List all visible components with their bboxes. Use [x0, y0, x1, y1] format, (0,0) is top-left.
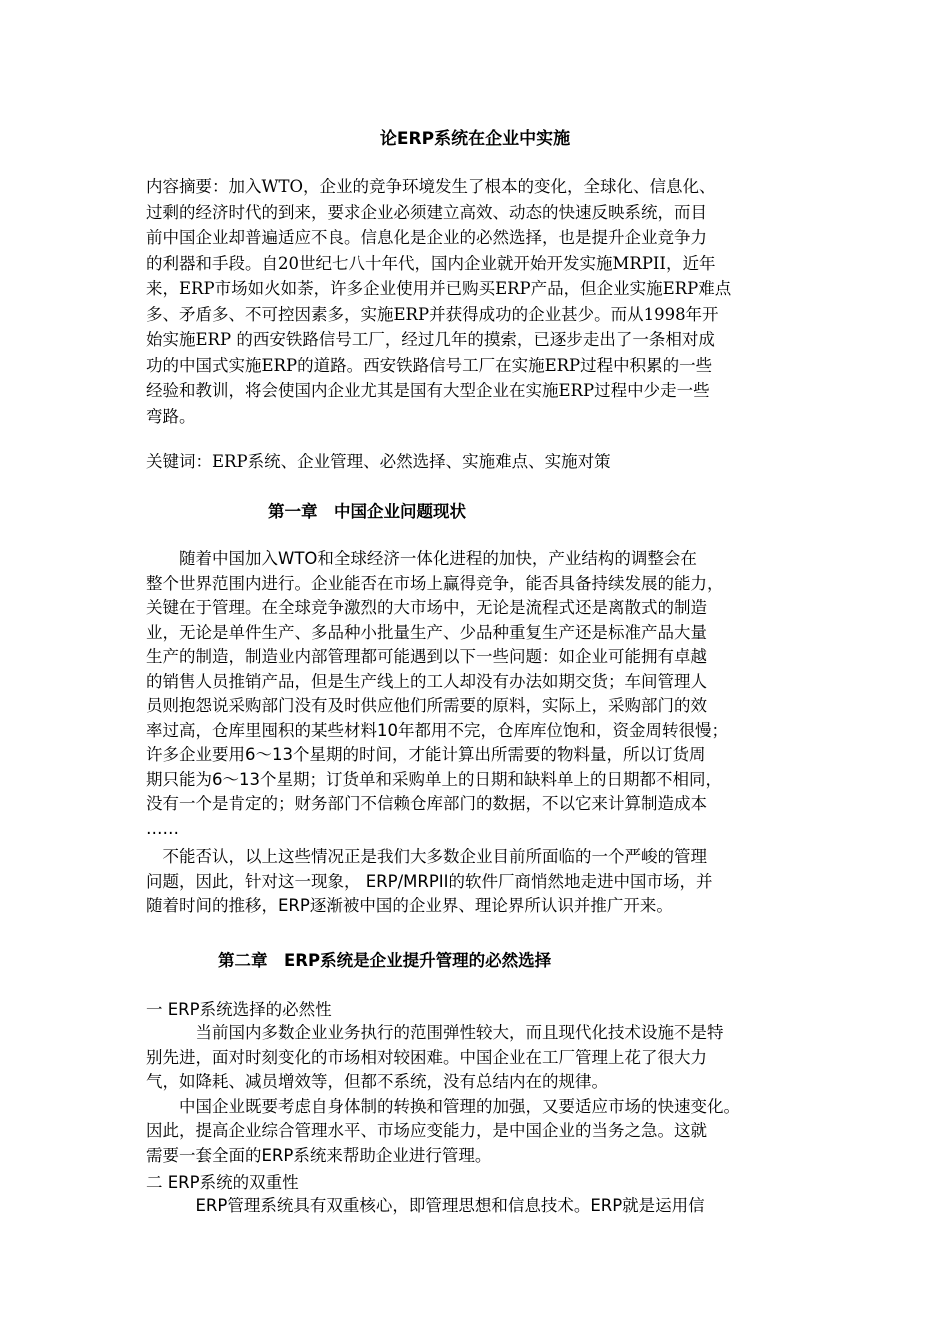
paragraph-line: 期只能为6～13个星期；订货单和采购单上的日期和缺料单上的日期都不相同， — [146, 769, 722, 789]
paragraph-line: 业，无论是单件生产、多品种小批量生产、少品种重复生产还是标准产品大量 — [146, 622, 707, 642]
abstract-line: 始实施ERP 的西安铁路信号工厂，经过几年的摸索，已逐步走出了一条相对成 — [146, 330, 715, 349]
paragraph-line: 当前国内多数企业业务执行的范围弹性较大，而且现代化技术设施不是特 — [146, 1023, 724, 1042]
abstract-line: 弯路。 — [146, 406, 196, 426]
chapter-1-paragraph-2 — [146, 845, 836, 919]
abstract-line: 过剩的经济时代的到来，要求企业必须建立高效、动态的快速反映系统，而目 — [146, 202, 707, 222]
paragraph-line: 生产的制造，制造业内部管理都可能遇到以下一些问题：如企业可能拥有卓越 — [146, 647, 707, 666]
chapter-1-paragraph-1 — [146, 547, 836, 841]
paragraph-line: 率过高，仓库里囤积的某些材料10年都用不完，仓库库位饱和，资金周转很慢； — [146, 720, 728, 740]
paragraph-line: 气，如降耗、减员增效等，但都不系统，没有总结内在的规律。 — [146, 1072, 608, 1091]
chapter-2-heading: 第二章 ERP系统是企业提升管理的必然选择 — [218, 951, 552, 970]
abstract-line: 经验和教训，将会使国内企业尤其是国有大型企业在实施ERP过程中少走一些 — [146, 381, 710, 400]
abstract-line: 来，ERP市场如火如荼，许多企业使用并已购买ERP产品，但企业实施ERP难点 — [146, 279, 732, 298]
keywords-line: 关键词：ERP系统、企业管理、必然选择、实施难点、实施对策 — [146, 452, 611, 471]
paragraph-line: 别先进，面对时刻变化的市场相对较困难。中国企业在工厂管理上花了很大力 — [146, 1047, 707, 1067]
paragraph-line: 因此，提高企业综合管理水平、市场应变能力，是中国企业的当务之急。这就 — [146, 1121, 707, 1140]
section-2-heading: 二 ERP系统的双重性 — [146, 1173, 299, 1192]
section-1-paragraph — [146, 1021, 836, 1168]
keywords-paragraph — [146, 449, 836, 475]
paragraph-line: 问题，因此，针对这一现象， ERP/MRPII的软件厂商悄然地走进中国市场，并 — [146, 871, 713, 891]
paragraph-line: 的销售人员推销产品，但是生产线上的工人却没有办法如期交货；车间管理人 — [146, 671, 707, 691]
paragraph-line: 随着中国加入WTO和全球经济一体化进程的加快，产业结构的调整会在 — [146, 549, 697, 568]
paragraph-line: 不能否认，以上这些情况正是我们大多数企业目前所面临的一个严峻的管理 — [146, 847, 707, 866]
document-title: 论ERP系统在企业中实施 — [379, 129, 571, 149]
abstract-line: 多、矛盾多、不可控因素多，实施ERP并获得成功的企业甚少。而从1998年开 — [146, 304, 719, 324]
abstract-line: 功的中国式实施ERP的道路。西安铁路信号工厂在实施ERP过程中积累的一些 — [146, 355, 713, 375]
chapter-1-heading: 第一章 中国企业问题现状 — [268, 502, 466, 521]
paragraph-line: 员则抱怨说采购部门没有及时供应他们所需要的原料，实际上，采购部门的效 — [146, 696, 707, 715]
paragraph-line: …… — [146, 818, 179, 838]
abstract-line: 前中国企业却普遍适应不良。信息化是企业的必然选择，也是提升企业竞争力 — [146, 228, 707, 247]
abstract-line: 内容摘要：加入WTO，企业的竞争环境发生了根本的变化，全球化、信息化、 — [146, 177, 716, 196]
paragraph-line: ERP管理系统具有双重核心，即管理思想和信息技术。ERP就是运用信 — [146, 1196, 705, 1215]
paragraph-line: 关键在于管理。在全球竞争激烈的大市场中，无论是流程式还是离散式的制造 — [146, 598, 707, 617]
paragraph-line: 中国企业既要考虑自身体制的转换和管理的加强，又要适应市场的快速变化。 — [146, 1096, 740, 1116]
paragraph-line: 没有一个是肯定的；财务部门不信赖仓库部门的数据，不以它来计算制造成本 — [146, 794, 707, 813]
paragraph-line: 随着时间的推移，ERP逐渐被中国的企业界、理论界所认识并推广开来。 — [146, 896, 673, 915]
section-2-paragraph — [146, 1194, 836, 1219]
abstract-line: 的利器和手段。自20世纪七八十年代，国内企业就开始开发实施MRPII，近年 — [146, 253, 716, 273]
paragraph-line: 许多企业要用6～13个星期的时间，才能计算出所需要的物料量，所以订货周 — [146, 745, 706, 764]
section-1-heading: 一 ERP系统选择的必然性 — [146, 1000, 332, 1019]
paragraph-line: 整个世界范围内进行。企业能否在市场上赢得竞争，能否具备持续发展的能力， — [146, 573, 724, 593]
abstract-paragraph — [146, 174, 836, 429]
paragraph-line: 需要一套全面的ERP系统来帮助企业进行管理。 — [146, 1145, 492, 1165]
